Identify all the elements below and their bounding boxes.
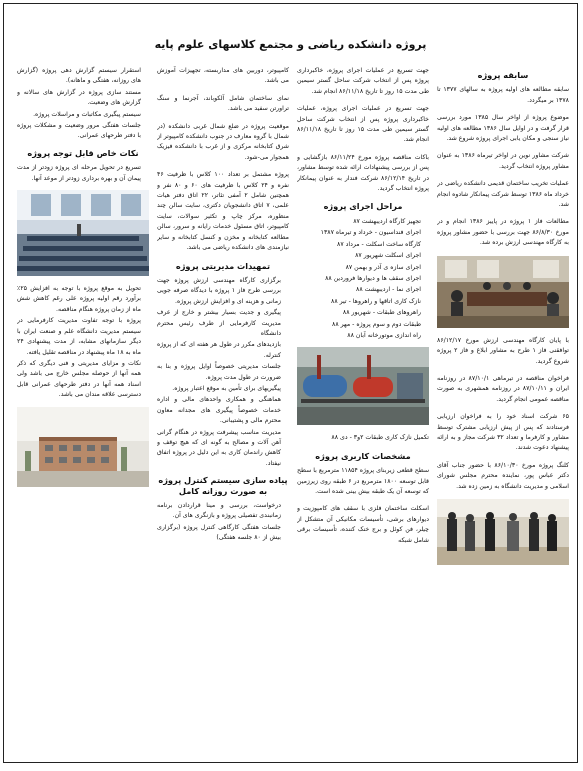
special-notes-list xyxy=(17,163,149,184)
list-item: • پیگیری و جدیت بسیار بیشتر و خارج از عرف مدیریت کارفرمایی از طرف رئیس محترم دانشگاه xyxy=(157,308,281,339)
list-item: • تسریع در تحویل مرحله ای پروژه زودتر از مدت پیمان آن و بهره برداری زودتر از موعد آنها. xyxy=(17,163,141,184)
list-item: • اجرای سازه ی آذر و بهمن ۸۷ xyxy=(297,263,421,273)
list-item: • مدیریت مناسب پیشرفت پروژه در هنگام گرانی آهن آلات و مصالح به گونه ای که هیچ توقف و کاهش راندمان کاری به این دلیل در پروژه اتفاق نیفتاد. xyxy=(157,428,281,470)
paragraph: مطالعات فاز ۱ پروژه در پاییز ۱۳۸۶ انجام و در مورخ ۸۶/۸/۳۰ جهت بررسی با حضور مشاور پروژه به کارگاه مهندسی ارزش برده شد. xyxy=(437,218,569,247)
list-item: • نازک کاری اتاقها و راهروها - تیر ۸۸ xyxy=(297,297,421,307)
column-management xyxy=(157,66,289,756)
list-item: • برگزاری کارگاه مهندسی ارزش پروژه جهت بررسی طرح فاز ۱ پروژه با دیدگاه صرفه جویی زمانی و هزینه ای و افزایش ارزش پروژه. xyxy=(157,276,281,307)
list-item: • درخواست، بررسی و مینا قراردادن برنامه زمانبندی تفصیلی پروژه و بازنگری های آن. xyxy=(157,501,281,522)
list-item: • راه اندازی موتورخانه آبان ۸۸ xyxy=(297,331,421,341)
paragraph: جهت تسریع در عملیات اجرای پروژه، خاکبرداری پروژه پس از انتخاب شرکت ساحل گستر سیمین طی مدت ۱۵ روز تا تاریخ ۸۶/۱۱/۱۸ انجام شد. xyxy=(297,67,429,95)
columns xyxy=(12,66,569,756)
paragraph: کامپیوتر، دوربین های مداربسته، تجهیزات آموزش می باشد. xyxy=(157,67,289,85)
list-item: • اجرای فنداسیون - خرداد و تیرماه ۱۳۸۷ xyxy=(297,228,421,238)
heading-history: سابقه پروژه xyxy=(477,70,529,80)
paragraph: اسکلت ساختمان فلزی با سقف های کامپوزیت و دیوارهای برشی، تأسیسات مکانیکی آن متشکل از چیلر، فن کوئل و برج خنک کننده، تأسیسات برقی شامل شبکه xyxy=(297,505,429,544)
list-item: • طبقات دوم و سوم پروژه - مهر ۸۸ xyxy=(297,320,421,330)
paragraph: باکات مناقصه پروژه مورخ ۸۶/۱۱/۲۴ بازگشایی و پس از بررسی پیشنهادات ارائه شده توسط مشاور، در تاریخ ۸۶/۱۲/۱۴ شرکت فندار به عنوان پیمانکار پروژه انتخاب گردید. xyxy=(297,153,429,193)
execution-stages-list xyxy=(297,217,429,341)
management-measures-list xyxy=(157,276,289,469)
photo-caption: تکمیل نازک کاری طبقات ۲و۳ - دی ۸۸ xyxy=(331,434,429,442)
list-item: • سیستم پیگیری مکاتبات و مراسلات پروژه. xyxy=(17,110,141,120)
list-item: • بازدیدهای مکرر در طول هر هفته ای که از پروژه کنترله. xyxy=(157,340,281,361)
paragraph: سطح قطعی زیربنای پروژه ۱۱۸۵۴ مترمربع با سطح قابل توسعه ۱۸۰۰ مترمربع در ۶ طبقه روی زیرزمین که توسعه آن یک طبقه بیش بینی شده است. xyxy=(297,467,429,495)
column-notes xyxy=(17,66,149,756)
paragraph: کلنگ پروژه مورخ ۸۶/۱۰/۳۰ با حضور جناب آقای دکتر عباس پور، نماینده محترم مجلس شورای اسلامی و مدیریت دانشگاه به زمین زده شد. xyxy=(437,461,569,490)
list-item: • پروژه با توجه تفاوت مدیریت کارفرمایی در سیستم مدیریت دانشگاه علم و صنعت ایران با دیگر سازمانهای مشابه، از مدت پیشنهادی ۲۴ ماه به ۱۸ ماه پیشنهاد در مناقصه تقلیل یافته. xyxy=(17,316,141,358)
groundbreaking-photo xyxy=(437,499,569,565)
list-item: • کارگاه ساخت اسکلت - مرداد ۸۷ xyxy=(297,240,421,250)
document-title: پروژه دانشکده ریاضی و مجتمع کلاسهای علوم پایه xyxy=(154,38,427,51)
column-execution xyxy=(297,66,429,756)
reporting-list xyxy=(17,66,149,142)
list-item: • تجهیز کارگاه اردیبهشت ۸۷ xyxy=(297,217,421,227)
paragraph: موقعیت پروژه در ضلع شمال غربی دانشکده (در شمال با گروه معارف در جنوب دانشکده کامپیوتر از شرق کتابخانه مرکزی و از غرب با دانشکده فیزیک همجوار می-شود. xyxy=(157,122,289,161)
list-item: • جلسات مدیریتی خصوصاً اوایل پروژه و بنا به ضرورت در طول مدت پروژه. xyxy=(157,362,281,383)
classroom-photo xyxy=(17,190,149,276)
column-history xyxy=(437,66,569,756)
mechanical-room-photo xyxy=(297,347,429,425)
heading-execution-stages: مراحل اجرای پروژه xyxy=(323,201,403,212)
document-page xyxy=(3,3,578,763)
list-item: • اجرای اسکلت شهریور ۸۷ xyxy=(297,251,421,261)
list-item: • جلسات هفتگی کارگاهی کنترل پروژه (برگزاری بیش از ۸۰ جلسه هفتگی) xyxy=(157,523,281,544)
list-item: • پیگیریهای برای تأمین به موقع اعتبار پروژه. xyxy=(157,384,281,394)
paragraph: عملیات تخریب ساختمان قدیمی دانشکده ریاضی در خرداد ماه ۱۳۸۶ توسط شرکت پیمانکار شادوه انجام شد. xyxy=(437,180,569,209)
meeting-photo xyxy=(437,256,569,328)
list-item: • راهروهای طبقات - شهریور ۸۸ xyxy=(297,308,421,318)
control-system-list xyxy=(157,501,289,544)
paragraph: فراخوان مناقصه در تیرماهی ۸۷/۱۰/۱ در روزنامه ایران و ۸۷/۱۰/۱۱ در روزنامه همشهری به صورت مناقصه عمومی انجام گردید. xyxy=(437,374,569,403)
heading-special-notes: نکات خاص قابل توجه پروژه xyxy=(27,147,139,158)
paragraph: جهت تسریع در عملیات اجرای پروژه، عملیات خاکبرداری پروژه پس از انتخاب شرکت ساحل گستر سیمین طی مدت ۱۵ روز تا تاریخ ۸۶/۱۱/۱۸ انجام شد. xyxy=(297,105,429,144)
paragraph: شرکت مشاور نوین در اواخر تیرماه ۱۳۸۶ به عنوان مشاور پروژه انتخاب گردید. xyxy=(437,152,569,170)
list-item: • تحویل به موقع پروژه با توجه به افزایش ۲۵٪ برآورد رقم اولیه پروژه علی رغم کاهش شش ماه از زمان پروژه هنگام مناقصه. xyxy=(17,284,141,315)
list-item: • مستند سازی پروژه در گزارش های سالانه و گزارش های وضعیت. xyxy=(17,88,141,109)
list-item: • هماهنگی و همکاری واحدهای مالی و اداره خدمات خصوصاً پیگیری های مجدانه معاون محترم مالی و پشتیبانی. xyxy=(157,395,281,426)
list-item: • اجرای نما - اردیبهشت ۸۸ xyxy=(297,285,421,295)
paragraph: موضوع پروژه از اواخر سال ۱۳۸۵ مورد بررسی قرار گرفت و در اوایل سال ۱۳۸۶ مطالعه های اولیه نیاز سنجی و مکان یابی اجرای پروژه شروع شد. xyxy=(437,114,569,143)
heading-usage-specs: مشخصات کاربری پروژه xyxy=(315,450,411,461)
list-item: • اجرای سقف ها و دیوارها فروردین ۸۸ xyxy=(297,274,421,284)
heading-control-system: پیاده سازی سیستم کنترل پروژه به صورت روزانه کامل xyxy=(158,475,288,496)
heading-management-measures: تمهیدات مدیریتی پروژه xyxy=(175,260,271,271)
paragraph: پروژه مشتمل بر تعداد ۱۰۰ کلاس با ظرفیت ۴۶ نفره و ۲۴ کلاس با ظرفیت های ۶۰ و ۸۰ نفر و همچنین شامل ۲ آمفی تئاتر، ۲۲ اتاق دفتر هیات علمی، ۷ اتاق دانشجویان دکتری، سایت سالن چند منظوره، مرکز چاپ و تکثیر سوالات، سایت کامپیوتر، اتاق مسئول خدمات رایانه و سرور، سالن مطالعه کتابخانه و مخزن و کنسل کتابخانه و سایر نیازمندی های دانشکده ریاضی می باشد. xyxy=(157,171,289,252)
delivery-notes-list xyxy=(17,284,149,400)
paragraph: سابقه مطالعه های اولیه پروژه به سالهای ۱۳۷۷ تا ۱۳۷۸ بر میگردد. xyxy=(437,86,569,104)
list-item: • نکات و مزایای مدیریتی و فنی دیگری که ذکر همه آنها از حوصله مجلس خارج می باشد ولی اسناد همه آنها در دفتر طرحهای عمرانی قابل دسترسی علاقه مندان می باشد. xyxy=(17,359,141,401)
paragraph: با پایان کارگاه مهندسی ارزش مورخ ۸۶/۱۲/۱۷ توافقنی فاز ۱ طرح به مشاور ابلاغ و فاز ۲ پروژه شروع گردید. xyxy=(437,336,569,365)
paragraph: نمای ساختمان شامل آلکوباند، آجرنما و سنگ تراورتن سفید می باشد. xyxy=(157,94,289,113)
paragraph: ۶۵ شرکت اسناد خود را به فراخوان ارزیابی فرستادند که پس از پیش ارزیابی مشترک توسط مشاور و کارفرما و تعداد ۳۲ شرکت مجاز و به ارائه پیشنهاد دعوت شدند. xyxy=(437,413,569,452)
building-photo xyxy=(17,407,149,487)
list-item: • جلسات هفتگی مرور وضعیت و مشکلات پروژه با دفتر طرحهای عمرانی. xyxy=(17,121,141,142)
list-item: • استقرار سیستم گزارش دهی پروژه (گزارش های روزانه، هفتگی و ماهانه). xyxy=(17,66,141,87)
